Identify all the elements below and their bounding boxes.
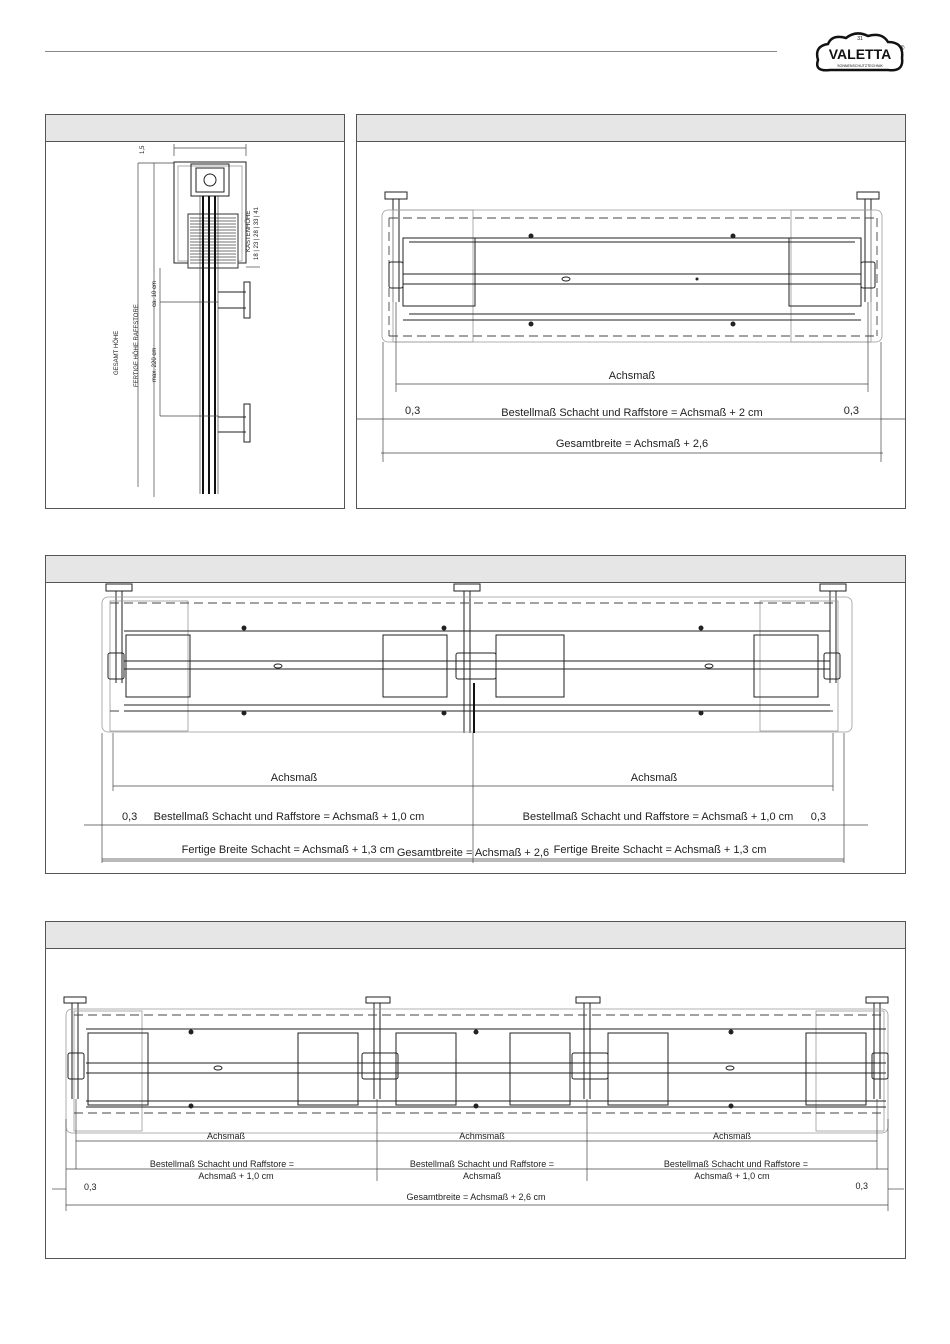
double-achsmass-right: Achsmaß xyxy=(630,772,678,784)
triple-panel xyxy=(45,921,906,1259)
slat-pack xyxy=(188,214,238,268)
triple-achsmass-1: Achsmaß xyxy=(206,1131,246,1141)
panel-header xyxy=(46,115,344,142)
double-gesamt-dimension xyxy=(46,841,905,871)
single-offset-left: 0,3 xyxy=(405,405,421,417)
header-rule xyxy=(45,51,777,52)
triple-bestellmass-2b: Achsmaß xyxy=(462,1171,502,1181)
panel-header xyxy=(46,922,905,949)
triple-bestellmass-3b: Achsmaß + 1,0 cm xyxy=(694,1171,770,1181)
double-offset-right: 0,3 xyxy=(810,811,826,823)
label-kasten: KASTENHÖHE xyxy=(246,210,252,252)
triple-gesamtbreite: Gesamtbreite = Achsmaß + 2,6 cm xyxy=(406,1192,546,1202)
triple-drawing xyxy=(46,949,905,1258)
single-achsmass: Achsmaß xyxy=(608,370,656,382)
triple-bestellmass-3a: Bestellmaß Schacht und Raffstore = xyxy=(663,1159,809,1169)
triple-bestellmass-1a: Bestellmaß Schacht und Raffstore = xyxy=(149,1159,295,1169)
brand-name: VALETTA xyxy=(828,46,892,62)
label-fertige: FERTIGE HÖHE RAFFSTORE xyxy=(134,304,140,387)
single-panel xyxy=(356,114,906,509)
label-max: max. 220 cm xyxy=(152,347,158,382)
panel-header xyxy=(357,115,905,142)
triple-bestellmass-2a: Bestellmaß Schacht und Raffstore = xyxy=(409,1159,555,1169)
brand-registered: ® xyxy=(900,46,905,52)
single-bestellmass: Bestellmaß Schacht und Raffstore = Achsmaß + 2 cm xyxy=(501,407,763,419)
panel-header xyxy=(46,556,905,583)
single-offset-right: 0,3 xyxy=(843,405,859,417)
double-bestellmass-left: Bestellmaß Schacht und Raffstore = Achsmaß + 1,0 cm xyxy=(153,811,425,823)
side-section-panel xyxy=(45,114,345,509)
label-kasten-values: 18 | 23 | 28 | 33 | 41 xyxy=(254,207,260,260)
triple-bestellmass-1b: Achsmaß + 1,0 cm xyxy=(198,1171,274,1181)
single-gesamtbreite: Gesamtbreite = Achsmaß + 2,6 xyxy=(555,438,709,450)
brand-tagline: SONNENSCHUTZTECHNIK xyxy=(837,64,883,68)
double-bestellmass-right: Bestellmaß Schacht und Raffstore = Achsmaß + 1,0 cm xyxy=(522,811,794,823)
triple-offset-right: 0,3 xyxy=(855,1181,868,1191)
label-gesamt: GESAMT HÖHE xyxy=(114,330,120,375)
double-panel xyxy=(45,555,906,874)
double-fertige-left: Fertige Breite Schacht = Achsmaß + 1,3 cm xyxy=(181,844,395,856)
double-offset-left: 0,3 xyxy=(122,811,138,823)
double-gesamtbreite: Gesamtbreite = Achsmaß + 2,6 xyxy=(396,847,550,859)
label-ca: ca. 10 cm xyxy=(152,280,158,307)
valetta-logo xyxy=(812,30,908,76)
single-drawing xyxy=(357,142,905,508)
double-drawing xyxy=(46,583,905,873)
label-top: 1,5 xyxy=(140,145,146,154)
brand-mark: 31 xyxy=(857,36,863,42)
triple-achsmass-3: Achsmaß xyxy=(712,1131,752,1141)
double-achsmass-left: Achsmaß xyxy=(270,772,318,784)
side-section-drawing xyxy=(46,142,344,508)
triple-offset-left: 0,3 xyxy=(84,1182,97,1192)
triple-achsmass-2: Achmsmaß xyxy=(459,1131,505,1141)
double-fertige-right: Fertige Breite Schacht = Achsmaß + 1,3 cm xyxy=(553,844,767,856)
